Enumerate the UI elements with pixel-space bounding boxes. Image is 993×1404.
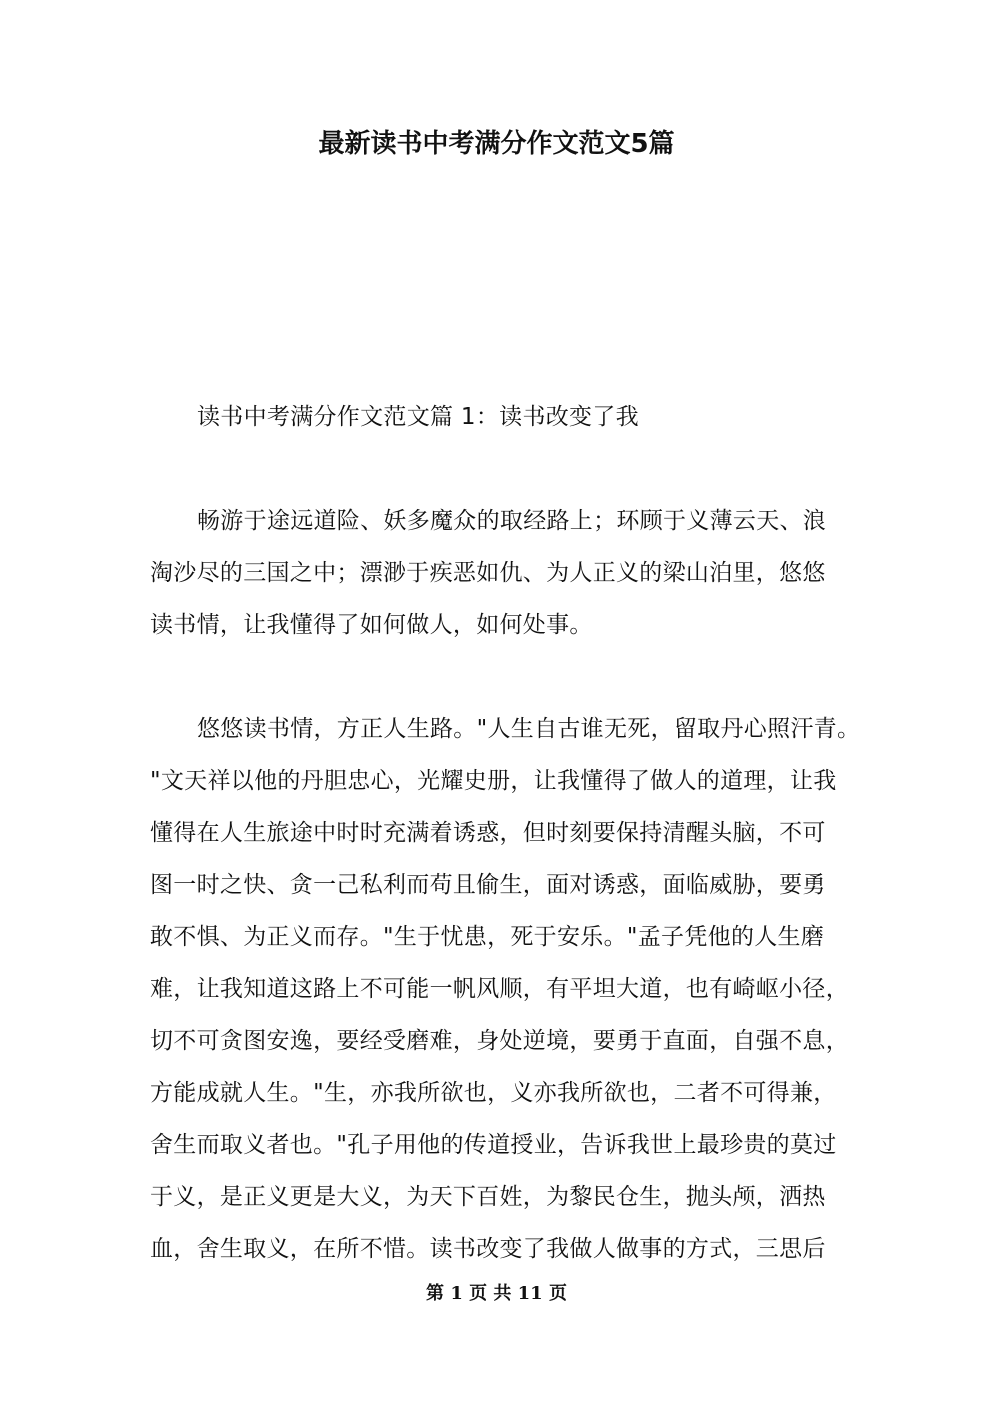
paragraph2-line: 于义，是正义更是大义，为天下百姓，为黎民仓生，抛头颅，洒热 xyxy=(150,1184,826,1210)
paragraph2-line: 难，让我知道这路上不可能一帆风顺，有平坦大道，也有崎岖小径， xyxy=(150,976,849,1002)
page-footer: 第 1 页 共 11 页 xyxy=(426,1283,567,1304)
paragraph2-line: 图一时之快、贪一己私利而苟且偷生，面对诱惑，面临威胁，要勇 xyxy=(150,872,826,898)
document-title: 最新读书中考满分作文范文5篇 xyxy=(318,129,675,159)
paragraph2-line: 血，舍生取义，在所不惜。读书改变了我做人做事的方式，三思后 xyxy=(150,1236,826,1262)
paragraph1-line: 淘沙尽的三国之中；漂渺于疾恶如仇、为人正义的梁山泊里，悠悠 xyxy=(150,560,826,586)
paragraph2-line: 敢不惧、为正义而存。"生于忧患，死于安乐。"孟子凭他的人生磨 xyxy=(150,924,825,950)
paragraph2-line: 切不可贪图安逸，要经受磨难，身处逆境，要勇于直面，自强不息， xyxy=(150,1028,849,1054)
paragraph2-line: 方能成就人生。"生，亦我所欲也，义亦我所欲也，二者不可得兼， xyxy=(150,1080,837,1106)
paragraph2-line: "文天祥以他的丹胆忠心，光耀史册，让我懂得了做人的道理，让我 xyxy=(150,768,837,794)
paragraph2-line: 懂得在人生旅途中时时充满着诱惑，但时刻要保持清醒头脑，不可 xyxy=(150,820,826,846)
section-heading: 读书中考满分作文范文篇 1：读书改变了我 xyxy=(197,404,639,430)
paragraph2-line: 悠悠读书情，方正人生路。"人生自古谁无死，留取丹心照汗青。 xyxy=(197,716,861,742)
paragraph1-line: 畅游于途远道险、妖多魔众的取经路上；环顾于义薄云天、浪 xyxy=(197,508,827,534)
paragraph2-line: 舍生而取义者也。"孔子用他的传道授业，告诉我世上最珍贵的莫过 xyxy=(150,1132,837,1158)
paragraph1-line: 读书情，让我懂得了如何做人，如何处事。 xyxy=(150,612,593,638)
